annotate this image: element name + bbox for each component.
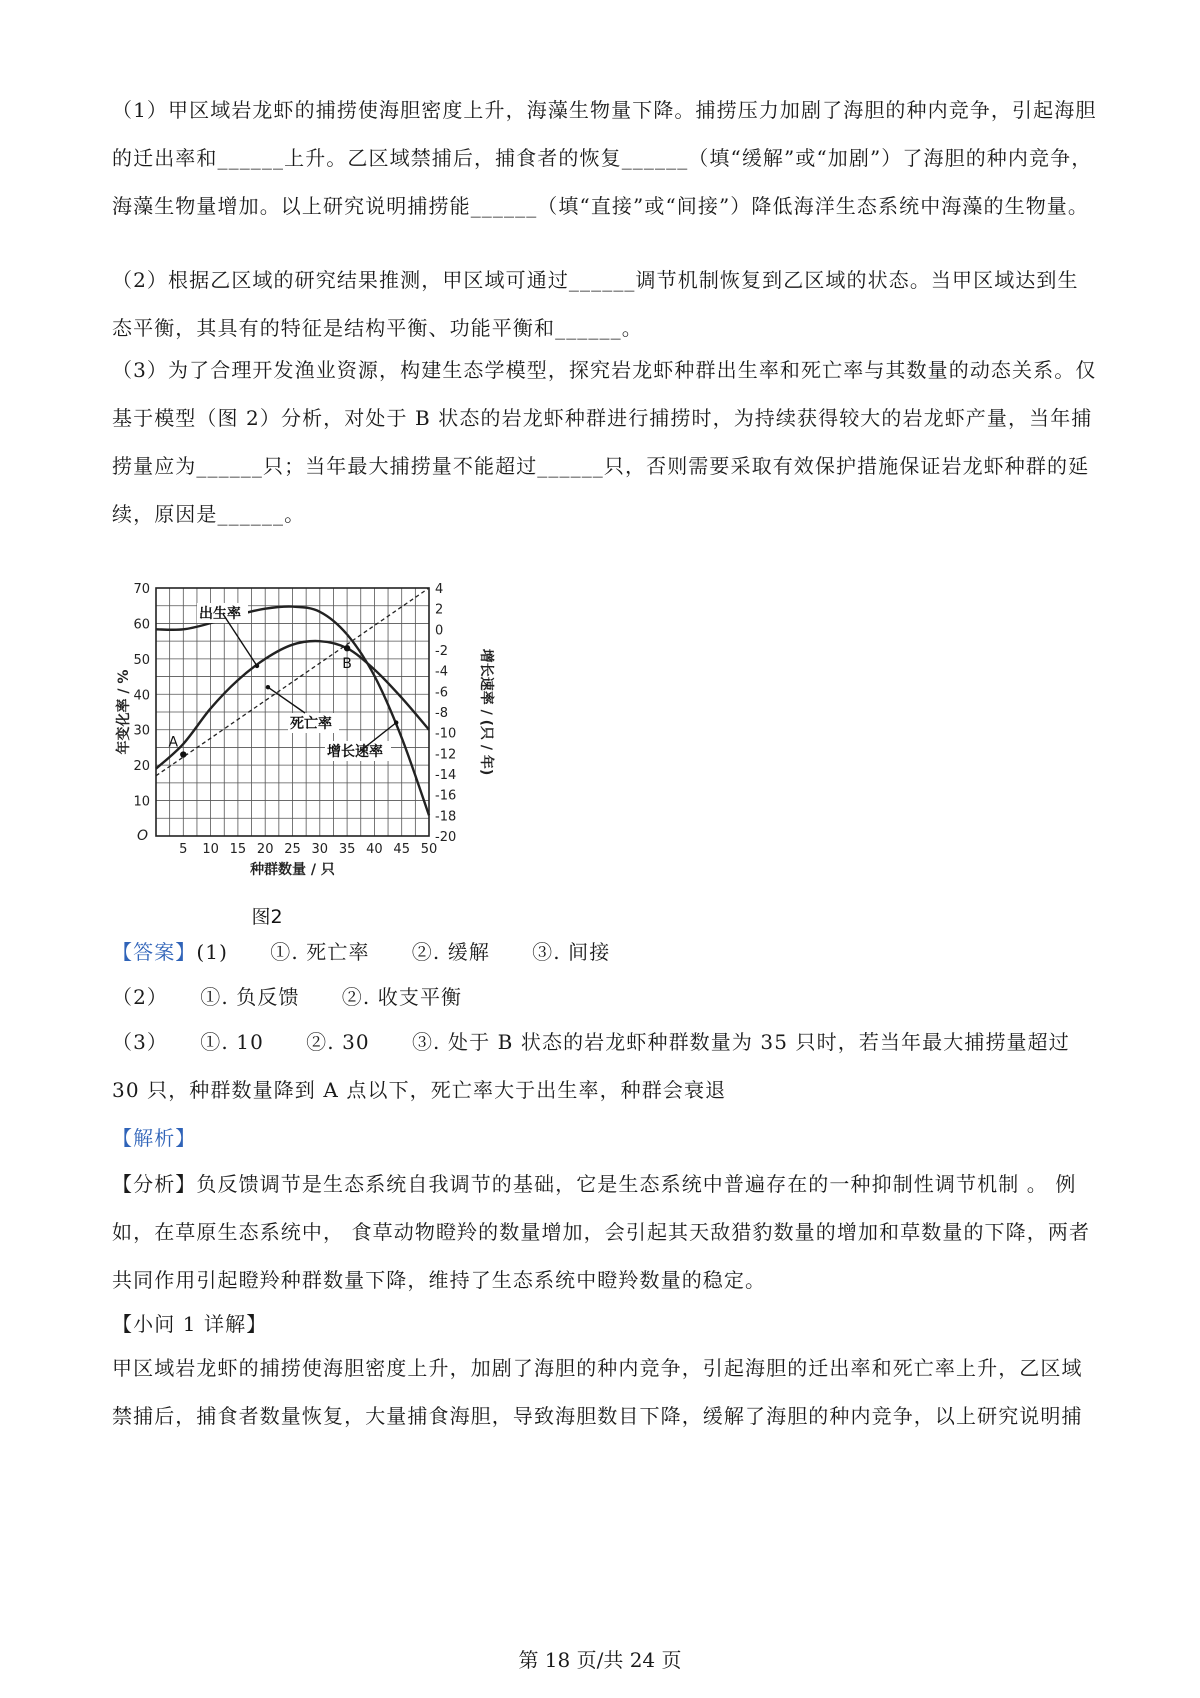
y-left-tick-label: 60 — [133, 617, 150, 633]
y-right-tick-label: -6 — [435, 685, 448, 701]
annotation-arrow-head — [394, 720, 398, 724]
annotation-arrow-head — [255, 664, 259, 668]
y-right-tick-label: -8 — [435, 706, 448, 721]
x-tick-label: 10 — [202, 842, 219, 857]
x-tick-label: 45 — [393, 842, 410, 857]
x-tick-label: 30 — [311, 842, 329, 857]
question-2: （2）根据乙区域的研究结果推测，甲区域可通过______调节机制恢复到乙区域的状态。当甲区域达到生态平衡，其具有的特征是结构平衡、功能平衡和______。 — [112, 268, 1079, 340]
x-tick-label: 40 — [366, 842, 383, 857]
y-right-tick-label: -20 — [435, 830, 457, 845]
point-label-A: A — [168, 734, 179, 751]
annotation-arrow — [268, 687, 305, 713]
y-right-tick-label: 2 — [435, 602, 444, 618]
x-axis-label: 种群数量 / 只 — [250, 862, 335, 878]
y-left-tick-label: 20 — [133, 759, 150, 775]
y-right-tick-label: -14 — [435, 768, 457, 783]
point-B — [344, 645, 350, 651]
y-left-tick-label: 40 — [133, 688, 150, 704]
point-label-B: B — [342, 656, 352, 673]
y-right-tick-label: -16 — [435, 788, 457, 804]
y-left-tick-label: 50 — [133, 652, 150, 668]
answer-1 — [112, 928, 1097, 976]
analysis-tag: 【解析】 — [112, 1126, 197, 1150]
annotation-label: 出生率 — [199, 606, 241, 622]
question-3: （3）为了合理开发渔业资源，构建生态学模型，探究岩龙虾种群出生率和死亡率与其数量的动态关系。仅基于模型（图 2）分析，对处于 B 状态的岩龙虾种群进行捕捞时，为持续获得较大的岩龙虾产量，当年捕捞量应为______只；当年最大捕捞量不能超过______只，否则需要采取有效保护措施保证岩龙虾种群的延续，原因是______。 — [112, 358, 1097, 526]
y-right-tick-label: 0 — [435, 623, 444, 639]
annotation-label: 增长速率 — [327, 744, 383, 760]
point-A — [180, 751, 186, 757]
annotation-label: 死亡率 — [290, 716, 332, 732]
y-left-tick-label: 10 — [133, 794, 150, 810]
origin-label: O — [136, 828, 148, 844]
y-left-tick-label: 70 — [133, 582, 150, 597]
x-tick-label: 35 — [338, 842, 356, 857]
annotation-arrow-head — [266, 685, 270, 689]
figure-caption: 图2 — [251, 906, 283, 928]
analysis-text: 【分析】负反馈调节是生态系统自我调节的基础，它是生态系统中普遍存在的一种抑制性调节机制 。 例如，在草原生态系统中， 食草动物瞪羚的数量增加，会引起其天敌猎豹数量的增加和草数量的下降，两者共同作用引起瞪羚种群数量下降，维持了生态系统中瞪羚数量的稳定。 — [112, 1172, 1091, 1292]
y-left-tick-label: 30 — [133, 723, 150, 739]
answer-2: （2） ①. 负反馈 ②. 收支平衡 — [112, 985, 463, 1009]
y-right-tick-label: -18 — [435, 809, 457, 825]
x-tick-label: 15 — [229, 842, 247, 857]
sub-question-1-title: 【小问 1 详解】 — [112, 1312, 268, 1336]
y-right-axis-label: 增长速率 / (只 / 年) — [478, 648, 494, 776]
question-1: （1）甲区域岩龙虾的捕捞使海胆密度上升，海藻生物量下降。捕捞压力加剧了海胆的种内竞争，引起海胆的迁出率和______上升。乙区域禁捕后，捕食者的恢复______（填“缓解”或“加剧”）了海胆的种内竞争，海藻生物量增加。以上研究说明捕捞能______（填“直接”或“间接”）降低海洋生态系统中海藻的生物量。 — [112, 98, 1097, 218]
y-right-tick-label: -10 — [435, 726, 457, 742]
y-right-tick-label: -4 — [435, 664, 448, 680]
answer-1-text: (1) ①. 死亡率 ②. 缓解 ③. 间接 — [196, 940, 611, 964]
page-footer: 第 18 页/共 24 页 — [518, 1648, 682, 1672]
answer-3: （3） ①. 10 ②. 30 ③. 处于 B 状态的岩龙虾种群数量为 35 只时，若当年最大捕捞量超过 30 只，种群数量降到 A 点以下，死亡率大于出生率，种群会衰退 — [112, 1030, 1070, 1102]
y-right-tick-label: 4 — [435, 582, 444, 597]
y-left-axis-label: 年变化率 / % — [116, 669, 132, 755]
x-tick-label: 25 — [284, 842, 301, 857]
x-tick-label: 50 — [420, 842, 438, 857]
answer-tag: 【答案】 — [112, 940, 197, 964]
x-tick-label: 5 — [179, 842, 188, 857]
y-right-tick-label: -2 — [435, 644, 448, 659]
y-right-tick-label: -12 — [435, 747, 457, 763]
x-tick-label: 20 — [256, 842, 274, 857]
sub-question-1-text: 甲区域岩龙虾的捕捞使海胆密度上升，加剧了海胆的种内竞争，引起海胆的迁出率和死亡率上升，乙区域禁捕后，捕食者数量恢复，大量捕食海胆，导致海胆数目下降，缓解了海胆的种内竞争，以上研究说明捕 — [112, 1356, 1083, 1428]
